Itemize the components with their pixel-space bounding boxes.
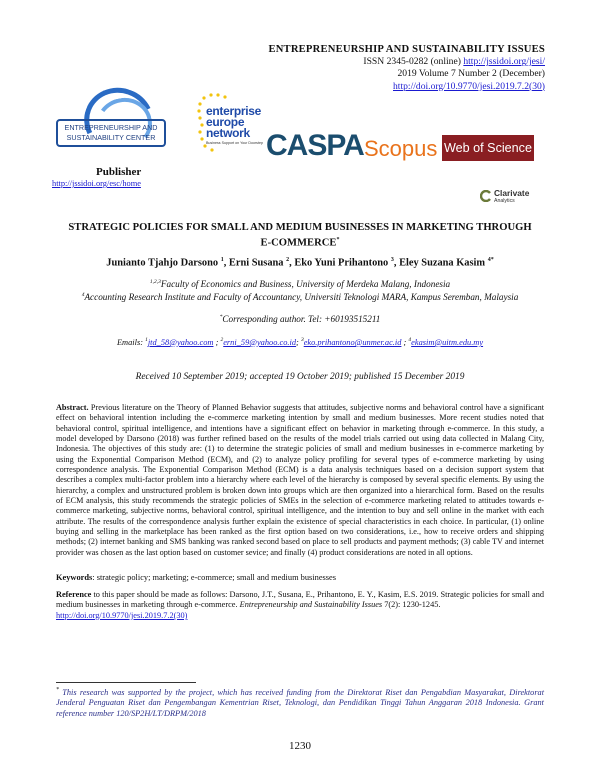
author-sup: 4* (487, 257, 494, 263)
journal-title: ENTREPRENEURSHIP AND SUSTAINABILITY ISSUES (268, 44, 545, 55)
reference-citation: Reference to this paper should be made as follows: Darsono, J.T., Susana, E., Prihantono, E. Y., Kasim, E.S. 2019. Strategic policies for small and medium businesses in marketing through e-commerce. Entrepreneurship and Sustainability Issues 7(2): 1230-1245. http://doi.org/10.9770/jesi.2019.7.2(30) (56, 590, 544, 620)
email-sup: 1 (145, 337, 148, 343)
scopus-logo: Scopus (364, 136, 438, 161)
keywords: Keywords: strategic policy; marketing; e-commerce; small and medium businesses (56, 573, 337, 582)
author-name: Erni Susana (228, 257, 284, 269)
email-link[interactable]: ekasim@uitm.edu.my (411, 337, 484, 347)
doi-link[interactable]: http://doi.org/10.9770/jesi.2019.7.2(30) (393, 80, 545, 92)
author-sup: 1 (220, 257, 224, 263)
clarivate-sub: Analytics (494, 198, 515, 204)
email-link[interactable]: jtd_58@yahoo.com (147, 337, 214, 347)
caspa-logo: CASPA (266, 129, 364, 162)
email-separator: ; (213, 337, 221, 347)
author-name: Junianto Tjahjo Darsono (106, 257, 219, 269)
email-separator: ; (296, 337, 301, 347)
email-separator: ; (401, 337, 409, 347)
web-of-science-logo: Web of Science (442, 135, 534, 161)
email-list: Emails: $^1$jtd_58@yahoo.com ; $^2$erni_59@yahoo.co.id; $^3$eko.prihantono@unmer.ac.id ; $^4$ekasim@uitm.edu.my (116, 337, 484, 347)
clarivate-logo: Clarivate (494, 188, 530, 198)
issn-line: ISSN 2345-0282 (online) http://jssidoi.org/jesi/ (363, 56, 545, 68)
een-tagline: Business Support on Your Doorstep (206, 141, 263, 145)
email-sup: 3 (300, 337, 304, 343)
author-list (60, 257, 540, 268)
author-name: Eko Yuni Prihantono (294, 257, 389, 269)
abstract: Abstract. Previous literature on the Theory of Planned Behavior suggests that attitudes, subjective norms and behavioral control have a significant effect on behavioral intention including the e-commerce marketing intention by small and medium businesses. More recent studies noted that behavioral control, spiritual intelligence, and intentions have a significant effect on behavior in marketing through e-commerce. In this study, a model developed by Darsono (2018) was further refined based on the results of the model trials carried out using data collected in Malang City, Indonesia. The objectives of this study are: (1) to determine the strategic policies of small and medium businesses in e-commerce marketing by using the Exponential Comparison Method (ECM), and (2) to analyze policy profiling for several types of e-commerce marketing by using correspondence analysis. The Exponential Comparison Method (ECM) is a data analysis techniques based on a decision support system that describes a complex multi-factor problem into a hierarchy where each level of the hierarchy is composed by several specific elements. By using the hierarchy, a complex and unstructured problem is broken down into groups which are then organized into a hierarchical form. Based on the results of ECM analysis, this study recommends the strategic policies of SMEs in the selection of e-commerce marketing related to attitudes towards e-commerce marketing, subjective norms, behavioral control, spiritual intelligence, and the intention to buy and sell online in the market with each attribute. The results of the correspondence analysis further explain the existence of special characteristics in each choice. In particular, (1) online buying and selling in the marketplace has been ranked as the first option based on two considerations, i.e., how to receive orders and shipping methods; (2) internet banking and SMS banking was ranked second based on place to sell products and payment methods; (3) cable TV and internet provider was chosen as the last option based on customer sevice; and finally (4) product considerations are noted in all options. (56, 403, 544, 557)
paper-title: STRATEGIC POLICIES FOR SMALL AND MEDIUM BUSINESSES IN MARKETING THROUGH E-COMMERCE* (68, 222, 532, 249)
volume-line: 2019 Volume 7 Number 2 (December) (397, 68, 545, 80)
email-sup: 2 (220, 337, 224, 343)
author-separator: , (289, 257, 295, 269)
affiliation-2: $^4$Accounting Research Institute and Faculty of Accountancy, Universiti Teknologi MARA, Kampus Seremban, Malaysia (81, 292, 519, 303)
een-logo-text: enterprise europe network (206, 104, 262, 140)
journal-header (268, 44, 545, 93)
clarivate-icon (480, 190, 492, 202)
received-dates: Received 10 September 2019; accepted 19 October 2019; published 15 December 2019 (135, 372, 465, 382)
doi-line (268, 81, 545, 93)
publisher-label: Publisher (96, 166, 142, 178)
email-link[interactable]: erni_59@yahoo.co.id (223, 337, 297, 347)
email-sup: 4 (408, 337, 412, 343)
footnote-divider (56, 682, 196, 683)
publisher-url-link[interactable]: http://jssidoi.org/esc/home (52, 179, 141, 188)
corresponding-author: *Corresponding author. Tel: +60193515211 (219, 314, 381, 325)
author-separator: , (223, 257, 229, 269)
author-name: Eley Suzana Kasim (399, 257, 486, 269)
author-sup: 2 (286, 257, 290, 263)
email-link[interactable]: eko.prihantono@unmer.ac.id (303, 337, 402, 347)
journal-url-link[interactable]: http://jssidoi.org/jesi/ (463, 56, 545, 68)
reference-doi-link[interactable]: http://doi.org/10.9770/jesi.2019.7.2(30) (56, 610, 188, 620)
footnote: * This research was supported by the project, which has received funding from the Direktorat Riset dan Pengabdian Masyarakat, Direktorat Jenderal Penguatan Riset dan Pengembangan Kementrian Riset, Teknologi, dan Pendidikan Tinggi Tahun Anggaran 2018 Indonesia. Grant reference number 120/SP2H/LT/DRPM/2018 (56, 687, 544, 718)
author-sup: 3 (390, 257, 394, 263)
esc-logo: ENTREPRENEURSHIP AND SUSTAINABILITY CENTER (56, 119, 166, 147)
page-number: 1230 (289, 740, 311, 752)
author-separator: , (393, 257, 400, 269)
affiliation-1: $^{1,2,3}$Faculty of Economics and Business, University of Merdeka Malang, Indonesia (149, 279, 451, 290)
